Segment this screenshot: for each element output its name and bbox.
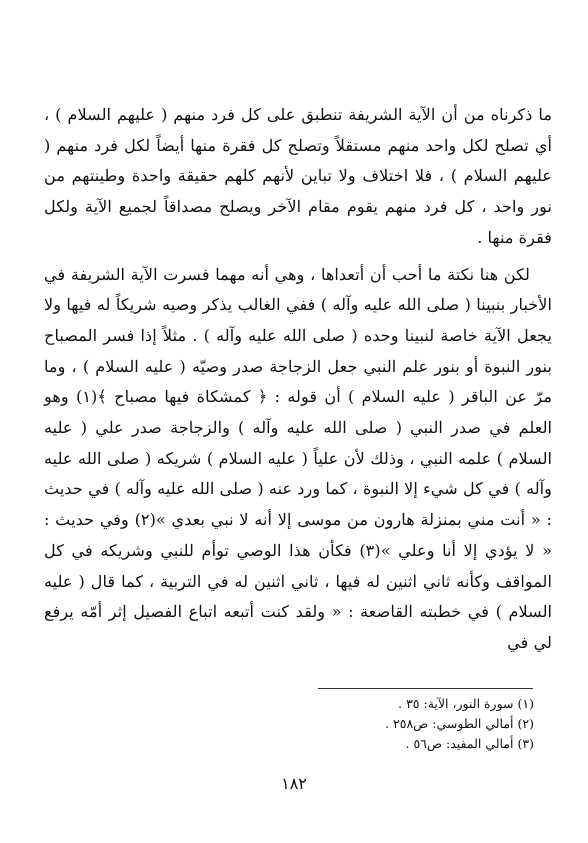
footnote-3: (٣) أمالي المفيد: ص٥٦ .	[405, 736, 534, 751]
page-number: ١٨٢	[281, 774, 307, 793]
footnote-2: (٢) أمالي الطوسي: ص٢٥٨ .	[385, 716, 534, 731]
footnote-1: (١) سورة النور، الآية: ٣٥ .	[398, 696, 534, 711]
paragraph-2: لكن هنا نكتة ما أحب أن أتعداها ، وهي أنه مهما فسرت الآية الشريفة في الأخبار بنبينا ( صلى الله عليه وآله ) ففي الغالب يذكر وصيه شريكاً له فيها ولا يجعل الآية خاصة لنبينا وحده ( صلى الله عليه وآله ) . مثلاً إذا فسر المصباح بنور النبوة أو بنور علم النبي جعل الزجاجة صدر وصيّه ( عليه السلام ) ، وما مرّ عن الباقر ( عليه السلام ) أن قوله : ﴿ كمشكاة فيها مصباح ﴾(١) وهو العلم في صدر النبي ( صلى الله عليه وآله ) والزجاجة صدر علي ( عليه السلام ) علمه النبي ، وذلك لأن علياً ( عليه السلام ) شريكه ( صلى الله عليه وآله ) في كل شيء إلا النبوة ، كما ورد عنه ( صلى الله عليه وآله ) في حديث : « أنت مني بمنزلة هارون من موسى إلا أنه لا نبي بعدي »(٢) وفي حديث : « لا يؤدي إلا أنا وعلي »(٣) فكأن هذا الوصي توأم للنبي وشريكه في كل المواقف وكأنه ثاني اثنين له فيها ، ثاني اثنين له في التربية ، كما قال ( عليه السلام ) في خطبته القاصعة : « ولقد كنت أتبعه اتباع الفصيل إثر أمّه يرفع لي في	[44, 264, 553, 652]
main-text	[44, 100, 552, 659]
paragraph-1: ما ذكرناه من أن الآية الشريفة تنطبق على كل فرد منهم ( عليهم السلام ) ، أي تصلح لكل واحد منهم مستقلاً وتصلح كل فقرة منها أيضاً لكل فرد منهم ( عليهم السلام ) ، فلا اختلاف ولا تباين لأنهم كلهم حقيقة واحدة وطينتهم من نور واحد ، كل فرد منهم يقوم مقام الآخر ويصلح مصداقاً لجميع الآية ولكل فقرة منها .	[44, 105, 552, 247]
footnote-divider	[318, 688, 533, 689]
footnotes	[300, 694, 534, 754]
